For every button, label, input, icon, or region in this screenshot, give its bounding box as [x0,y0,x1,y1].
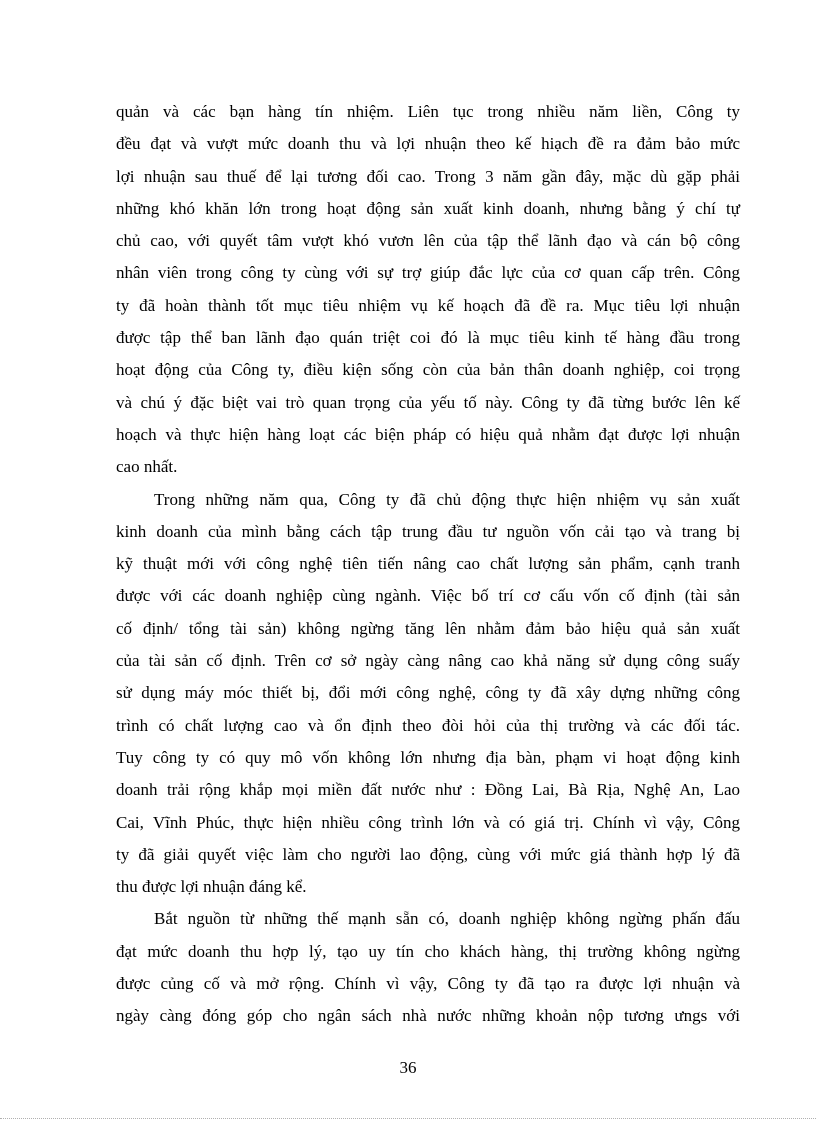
text-line: sử dụng máy móc thiết bị, đổi mới công nghệ, công ty đã xây dựng những công [116,683,740,703]
text-line: Trong những năm qua, Công ty đã chủ động thực hiện nhiệm vụ sản xuất [154,489,740,509]
text-line: thu được lợi nhuận đáng kể. [116,877,307,897]
document-body [116,96,740,1033]
text-line: kinh doanh của mình bằng cách tập trung đầu tư nguồn vốn cải tạo và trang bị [116,521,740,541]
text-line: nhân viên trong công ty cùng với sự trợ giúp đắc lực của cơ quan cấp trên. Công [116,263,740,283]
text-line: chủ cao, với quyết tâm vượt khó vươn lên của tập thể lãnh đạo và cán bộ công [116,231,740,251]
text-line: ty đã hoàn thành tốt mục tiêu nhiệm vụ kế hoạch đã đề ra. Mục tiêu lợi nhuận [116,295,740,315]
text-line: doanh trải rộng khắp mọi miền đất nước như : Đồng Lai, Bà Rịa, Nghệ An, Lao [116,780,740,800]
paragraph-2 [116,484,740,904]
text-line: ty đã giải quyết việc làm cho người lao động, cùng với mức giá thành hợp lý đã [116,844,740,864]
text-line: được với các doanh nghiệp cùng ngành. Việc bố trí cơ cấu vốn cố định (tài sản [116,586,740,606]
text-line: được củng cố và mở rộng. Chính vì vậy, Công ty đã tạo ra được lợi nhuận và [116,974,740,994]
text-line: những khó khăn lớn trong hoạt động sản xuất kinh doanh, nhưng bằng ý chí tự [116,198,740,218]
text-line: Tuy công ty có quy mô vốn không lớn nhưng địa bàn, phạm vi hoạt động kinh [116,747,740,767]
text-line: cố định/ tổng tài sản) không ngừng tăng lên nhằm đảm bảo hiệu quả sản xuất [116,618,740,638]
text-line: trình có chất lượng cao và ổn định theo đòi hỏi của thị trường và các đối tác. [116,715,740,735]
text-line: ngày càng đóng góp cho ngân sách nhà nước những khoản nộp tương ưngs với [116,1006,740,1026]
text-line: đạt mức doanh thu hợp lý, tạo uy tín cho khách hàng, thị trường không ngừng [116,941,740,961]
text-line: lợi nhuận sau thuế để lại tương đối cao. Trong 3 năm gần đây, mặc dù gặp phải [116,166,740,186]
text-line: cao nhất. [116,457,178,477]
text-line: Cai, Vĩnh Phúc, thực hiện nhiều công trình lớn và có giá trị. Chính vì vậy, Công [116,812,740,832]
text-line: và chú ý đặc biệt vai trò quan trọng của yếu tố này. Công ty đã từng bước lên kế [116,392,740,412]
page-number: 36 [399,1058,417,1077]
paragraph-1 [116,96,740,484]
text-line: được tập thể ban lãnh đạo quán triệt coi đó là mục tiêu kinh tế hàng đầu trong [116,328,740,348]
text-line: Bắt nguồn từ những thế mạnh sẵn có, doanh nghiệp không ngừng phấn đấu [154,909,740,929]
text-line: kỹ thuật mới với công nghệ tiên tiến nâng cao chất lượng sản phẩm, cạnh tranh [116,554,740,574]
text-line: quản và các bạn hàng tín nhiệm. Liên tục trong nhiều năm liền, Công ty [116,102,740,121]
paragraph-3 [116,903,740,1032]
page-bottom-divider [0,1118,816,1119]
text-line: của tài sản cố định. Trên cơ sở ngày càng nâng cao khả năng sử dụng công suấy [116,651,740,671]
text-line: đều đạt và vượt mức doanh thu và lợi nhuận theo kế hiạch đề ra đảm bảo mức [116,134,740,154]
text-line: hoạch và thực hiện hàng loạt các biện pháp có hiệu quả nhằm đạt được lợi nhuận [116,424,740,444]
text-line: hoạt động của Công ty, điều kiện sống còn của bản thân doanh nghiệp, coi trọng [116,360,740,380]
